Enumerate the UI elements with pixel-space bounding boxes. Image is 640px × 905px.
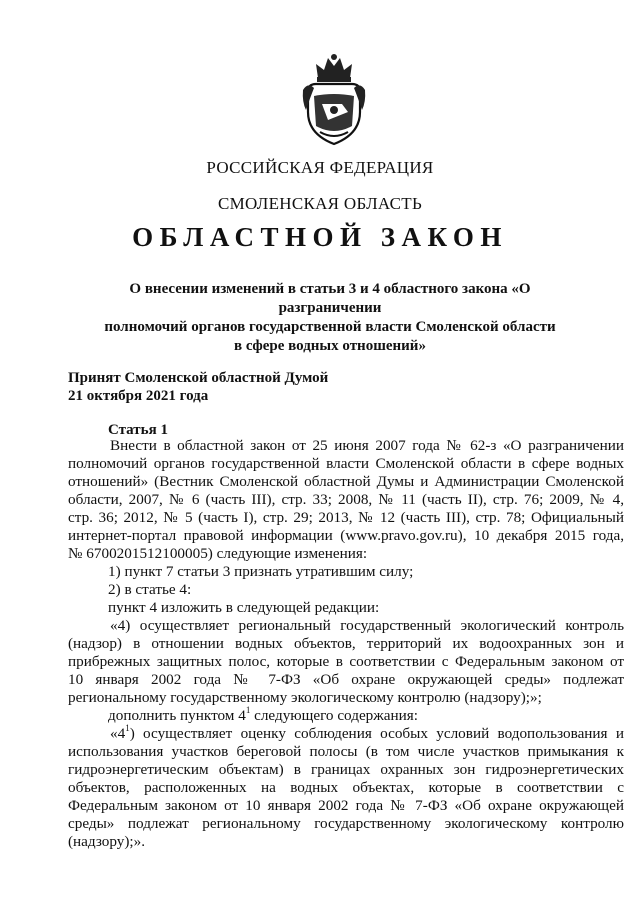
body-line: 2) в статье 4: — [108, 581, 192, 598]
superscript: 1 — [125, 722, 130, 733]
body-line: Внести в областной закон от 25 июня 2007 года № 62-з «О разграничении — [110, 437, 624, 454]
adoption-info — [68, 369, 328, 405]
country-heading: РОССИЙСКАЯ ФЕДЕРАЦИЯ — [206, 158, 434, 177]
body-line: (надзору);». — [68, 833, 145, 850]
body-text: ) осуществляет оценку соблюдения особых условий водопользования и — [129, 725, 624, 742]
body-line: стр. 36; 2012, № 5 (часть I), стр. 29; 2013, № 12 (часть III), стр. 78; Официальный — [68, 509, 624, 526]
body-line: № 6700201512100005) следующие изменения: — [68, 545, 368, 562]
superscript: 1 — [245, 704, 251, 715]
body-line: (надзор) в отношении водных объектов, территорий их водоохранных зон и — [68, 635, 624, 652]
body-line: гидроэнергетическим объектам) в границах охранных зон гидроэнергетических — [68, 761, 624, 778]
body-line — [110, 722, 624, 742]
document-type: ОБЛАСТНОЙ ЗАКОН — [132, 222, 508, 252]
body-line: Федеральным законом от 10 января 2002 года № 7-ФЗ «Об охране окружающей — [68, 797, 624, 814]
body-text: следующего содержания: — [250, 707, 418, 724]
law-title — [80, 280, 580, 356]
body-line: региональному государственному экологическому контролю (надзору);»; — [68, 689, 542, 706]
body-line: объектов, расположенных на водных объектах, которые в соответствии с — [68, 779, 624, 796]
body-line — [108, 704, 640, 724]
body-text: «4 — [110, 725, 126, 742]
article-heading: Статья 1 — [108, 422, 168, 438]
region-heading: СМОЛЕНСКАЯ ОБЛАСТЬ — [217, 194, 423, 213]
adoption-body: Принят Смоленской областной Думой — [68, 370, 329, 386]
body-line: 1) пункт 7 статьи 3 признать утратившим силу; — [108, 563, 414, 580]
body-line: прибрежных защитных полос, которые в соответствии с Федеральным законом от — [68, 653, 624, 670]
body-line: пункт 4 изложить в следующей редакции: — [108, 599, 380, 616]
body-line: «4) осуществляет региональный государственный экологический контроль — [110, 617, 624, 634]
body-line: интернет-портал правовой информации (www.pravo.gov.ru), 10 декабря 2015 года, — [68, 527, 624, 544]
body-line: отношений» (Вестник Смоленской областной Думы и Администрации Смоленской — [68, 473, 624, 490]
law-title-line: О внесении изменений в статьи 3 и 4 областного закона «О разграничении — [129, 281, 531, 316]
body-line: 10 января 2002 года № 7-ФЗ «Об охране окружающей среды» подлежат — [68, 671, 624, 688]
body-line: области, 2007, № 6 (часть III), стр. 33; 2008, № 11 (часть II), стр. 76; 2009, № 4, — [68, 491, 624, 508]
law-title-line: полномочий органов государственной власти Смоленской области — [104, 319, 556, 335]
adoption-date: 21 октября 2021 года — [68, 388, 209, 404]
body-text: дополнить пунктом 4 — [108, 707, 246, 724]
coat-of-arms-icon — [298, 52, 370, 148]
law-title-line: в сфере водных отношений» — [234, 338, 426, 354]
body-line: среды» подлежат региональному государственному экологическому контролю — [68, 815, 624, 832]
body-line: полномочий органов государственной власти Смоленской области в сфере водных — [68, 455, 624, 472]
body-line: использования участков береговой полосы (в том числе участков примыкания к — [68, 743, 624, 760]
